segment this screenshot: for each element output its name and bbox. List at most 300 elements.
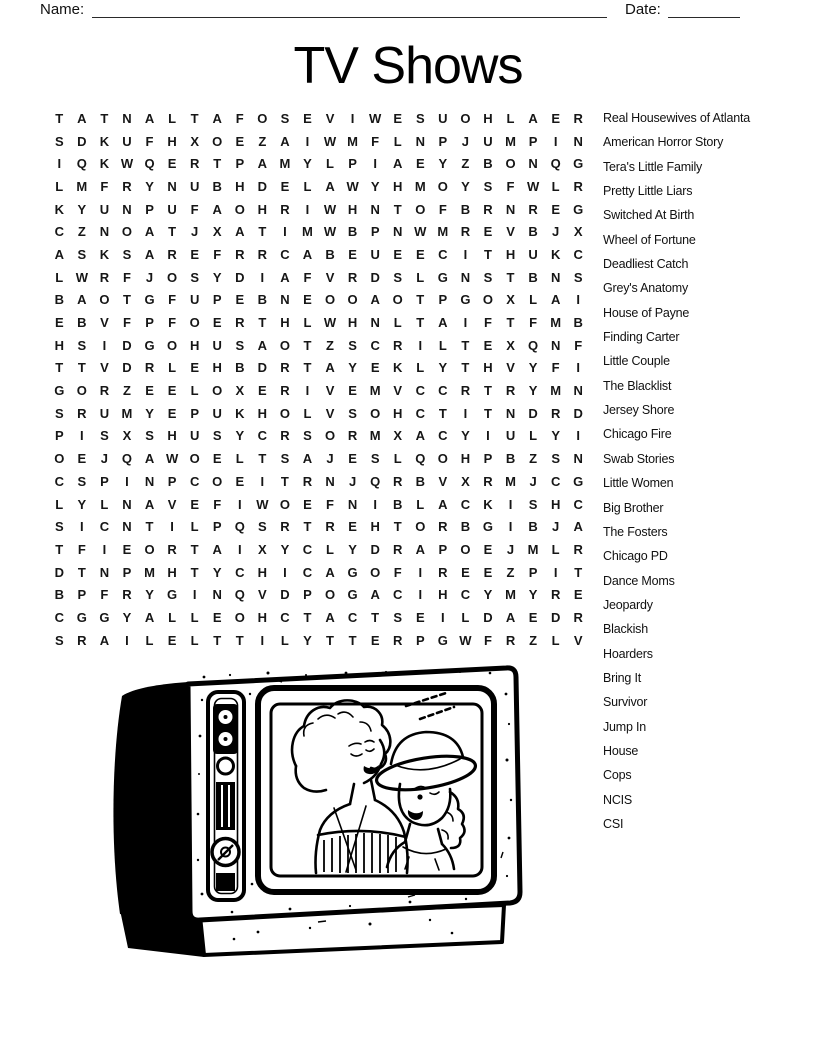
grid-letter: A — [325, 609, 335, 625]
grid-letter: S — [483, 178, 493, 194]
grid-letter: O — [415, 519, 426, 535]
grid-letter: H — [460, 451, 471, 467]
grid-letter: E — [235, 473, 245, 489]
grid-letter: O — [54, 451, 65, 467]
grid-letter: Y — [528, 383, 538, 399]
grid-letter: I — [80, 428, 84, 444]
grid-letter: C — [438, 246, 448, 262]
grid-letter: A — [144, 246, 155, 262]
grid-letter: O — [460, 110, 471, 126]
word-list-item: Survivor — [603, 695, 648, 710]
grid-letter: L — [55, 269, 64, 285]
grid-letter: X — [235, 383, 245, 399]
grid-letter: T — [258, 224, 267, 240]
grid-letter: I — [463, 405, 468, 421]
grid-letter: B — [460, 519, 471, 535]
grid-letter: R — [573, 609, 583, 625]
grid-letter: D — [257, 360, 268, 376]
grid-letter: V — [167, 496, 177, 512]
grid-letter: W — [323, 201, 337, 217]
grid-letter: Q — [550, 156, 561, 172]
word-list-item: Blackish — [603, 622, 648, 637]
grid-letter: O — [482, 292, 494, 308]
grid-letter: R — [460, 383, 471, 399]
grid-letter: W — [323, 315, 337, 331]
grid-letter: J — [191, 224, 199, 240]
grid-letter: S — [122, 246, 132, 262]
grid-letter: R — [483, 201, 493, 217]
grid-letter: V — [325, 405, 335, 421]
grid-letter: G — [54, 383, 65, 399]
grid-letter: R — [302, 473, 313, 489]
grid-letter: N — [122, 110, 132, 126]
grid-letter: R — [483, 473, 493, 489]
grid-letter: M — [550, 315, 562, 331]
grid-letter: D — [54, 564, 64, 580]
grid-letter: P — [212, 292, 222, 308]
grid-letter: M — [369, 383, 381, 399]
grid-letter: N — [505, 201, 516, 217]
grid-letter: L — [529, 292, 538, 308]
grid-letter: N — [144, 473, 155, 489]
grid-letter: Y — [77, 496, 87, 512]
grid-letter: A — [415, 541, 425, 557]
grid-letter: I — [125, 632, 129, 648]
grid-letter: S — [528, 496, 538, 512]
grid-letter: R — [235, 315, 245, 331]
grid-letter: A — [144, 224, 155, 240]
grid-letter: O — [257, 110, 268, 126]
grid-letter: B — [54, 587, 64, 603]
grid-letter: R — [528, 201, 538, 217]
grid-letter: F — [190, 201, 199, 217]
grid-letter: Z — [122, 383, 131, 399]
grid-letter: M — [505, 587, 516, 603]
grid-letter: B — [483, 156, 493, 172]
grid-letter: T — [483, 383, 492, 399]
grid-letter: V — [325, 383, 335, 399]
grid-letter: G — [144, 337, 155, 353]
grid-letter: W — [346, 178, 359, 194]
grid-letter: H — [257, 564, 268, 580]
grid-letter: T — [168, 224, 177, 240]
grid-letter: M — [279, 156, 291, 172]
grid-letter: M — [369, 428, 381, 444]
grid-letter: A — [99, 632, 110, 648]
grid-letter: T — [235, 632, 244, 648]
grid-letter: V — [100, 315, 109, 331]
grid-letter: U — [370, 246, 380, 262]
grid-letter: F — [100, 587, 109, 603]
grid-letter: M — [302, 224, 313, 240]
grid-letter: T — [258, 315, 267, 331]
grid-letter: A — [144, 609, 155, 625]
grid-letter: N — [393, 224, 403, 240]
grid-letter: R — [144, 360, 155, 376]
grid-letter: J — [552, 224, 560, 240]
grid-letter: F — [235, 110, 244, 126]
grid-letter: D — [280, 587, 290, 603]
grid-letter: J — [326, 451, 334, 467]
grid-letter: L — [326, 541, 334, 557]
grid-letter: T — [213, 632, 222, 648]
grid-letter: O — [212, 133, 223, 149]
grid-letter: C — [460, 496, 471, 512]
grid-letter: G — [573, 473, 584, 489]
grid-letter: C — [573, 496, 583, 512]
grid-letter: L — [190, 519, 199, 535]
grid-letter: I — [486, 428, 490, 444]
grid-letter: N — [460, 269, 471, 285]
grid-letter: I — [418, 337, 423, 353]
grid-letter: B — [77, 315, 87, 331]
grid-letter: B — [573, 315, 583, 331]
grid-letter: B — [460, 201, 471, 217]
grid-letter: L — [190, 383, 199, 399]
grid-letter: Y — [145, 587, 154, 603]
grid-letter: T — [77, 564, 86, 580]
grid-letter: O — [370, 564, 381, 580]
tv-side-panel — [113, 682, 190, 928]
grid-letter: E — [235, 133, 245, 149]
grid-letter: O — [279, 405, 290, 421]
grid-letter: Y — [212, 269, 222, 285]
word-list-item: Deadliest Catch — [603, 257, 689, 272]
grid-letter: E — [258, 383, 267, 399]
grid-letter: H — [438, 587, 448, 603]
grid-letter: K — [393, 360, 403, 376]
grid-letter: L — [461, 609, 470, 625]
grid-letter: A — [325, 178, 335, 194]
grid-letter: I — [57, 156, 62, 172]
grid-letter: M — [437, 224, 449, 240]
grid-letter: A — [77, 110, 87, 126]
grid-letter: T — [506, 315, 515, 331]
grid-letter: Y — [348, 360, 357, 376]
grid-letter: S — [348, 337, 357, 353]
grid-letter: T — [258, 451, 267, 467]
grid-letter: L — [55, 496, 64, 512]
grid-letter: A — [212, 201, 222, 217]
grid-letter: E — [528, 609, 538, 625]
grid-letter: T — [393, 519, 402, 535]
grid-letter: D — [122, 337, 132, 353]
grid-letter: C — [189, 473, 200, 489]
grid-letter: E — [212, 451, 222, 467]
grid-letter: G — [347, 564, 358, 580]
grid-letter: R — [122, 587, 132, 603]
grid-letter: O — [121, 224, 133, 240]
grid-letter: E — [303, 292, 312, 308]
word-list-item: House of Payne — [603, 305, 690, 320]
grid-letter: V — [393, 383, 403, 399]
grid-letter: O — [189, 315, 200, 331]
grid-letter: P — [528, 564, 538, 580]
grid-letter: O — [505, 156, 516, 172]
grid-letter: H — [550, 496, 561, 512]
grid-letter: A — [505, 609, 516, 625]
grid-letter: R — [280, 383, 290, 399]
grid-letter: P — [370, 224, 380, 240]
grid-letter: H — [167, 133, 177, 149]
grid-letter: S — [77, 473, 87, 489]
grid-letter: R — [505, 383, 516, 399]
grid-letter: P — [438, 292, 448, 308]
grid-letter: H — [257, 609, 268, 625]
grid-letter: P — [122, 564, 132, 580]
grid-letter: O — [460, 541, 471, 557]
grid-letter: E — [348, 246, 357, 262]
word-list-item: Jersey Shore — [603, 403, 675, 418]
word-list-item: CSI — [603, 816, 624, 831]
grid-letter: S — [212, 428, 222, 444]
grid-letter: O — [234, 609, 245, 625]
grid-letter: R — [550, 587, 561, 603]
grid-letter: T — [483, 246, 492, 262]
grid-letter: E — [54, 315, 64, 331]
grid-letter: J — [145, 269, 154, 285]
grid-letter: M — [144, 564, 155, 580]
grid-letter: X — [258, 541, 267, 557]
grid-letter: O — [347, 292, 358, 308]
grid-letter: B — [415, 473, 425, 489]
grid-letter: B — [528, 269, 538, 285]
grid-letter: G — [437, 269, 448, 285]
grid-letter: V — [325, 110, 335, 126]
grid-letter: H — [370, 519, 380, 535]
grid-letter: O — [76, 383, 87, 399]
grid-letter: R — [325, 519, 335, 535]
grid-letter: Y — [212, 564, 222, 580]
grid-letter: J — [552, 519, 560, 535]
grid-letter: C — [54, 609, 64, 625]
grid-letter: N — [280, 292, 290, 308]
grid-letter: Y — [145, 405, 154, 421]
grid-letter: C — [415, 405, 425, 421]
grid-letter: P — [145, 201, 154, 217]
grid-letter: V — [506, 224, 515, 240]
grid-letter: E — [415, 156, 425, 172]
grid-letter: E — [167, 156, 177, 172]
grid-letter: H — [212, 360, 222, 376]
grid-letter: T — [416, 315, 425, 331]
word-list-item: Little Women — [603, 476, 674, 491]
grid-letter: I — [441, 609, 445, 625]
grid-letter: H — [280, 315, 290, 331]
grid-letter: A — [438, 496, 448, 512]
grid-letter: I — [576, 428, 581, 444]
grid-letter: G — [99, 609, 110, 625]
grid-letter: R — [167, 541, 177, 557]
grid-letter: Z — [529, 632, 538, 648]
grid-letter: I — [305, 133, 310, 149]
grid-letter: F — [438, 201, 447, 217]
grid-letter: J — [348, 473, 357, 489]
grid-letter: O — [324, 587, 336, 603]
grid-letter: X — [393, 428, 403, 444]
grid-letter: Q — [528, 337, 539, 353]
grid-letter: T — [483, 405, 492, 421]
grid-letter: L — [235, 451, 244, 467]
grid-letter: A — [144, 451, 155, 467]
grid-letter: M — [550, 383, 562, 399]
grid-letter: R — [393, 473, 403, 489]
grid-letter: R — [257, 246, 268, 262]
grid-letter: A — [257, 337, 268, 353]
grid-letter: O — [370, 405, 381, 421]
grid-letter: R — [280, 201, 290, 217]
grid-letter: P — [235, 156, 245, 172]
word-list-item: Tera's Little Family — [603, 159, 703, 174]
grid-letter: E — [167, 405, 177, 421]
grid-letter: N — [122, 496, 132, 512]
grid-letter: C — [302, 564, 313, 580]
grid-letter: N — [99, 224, 110, 240]
grid-letter: E — [348, 519, 357, 535]
grid-letter: M — [121, 405, 133, 421]
grid-letter: K — [235, 405, 245, 421]
grid-letter: Q — [234, 587, 245, 603]
grid-letter: Y — [370, 178, 380, 194]
tv-illustration-svg — [108, 662, 526, 960]
grid-letter: P — [438, 133, 448, 149]
grid-letter: R — [438, 564, 448, 580]
grid-letter: E — [122, 541, 132, 557]
grid-letter: H — [347, 315, 358, 331]
grid-letter: S — [573, 269, 583, 285]
grid-letter: W — [526, 178, 540, 194]
grid-letter: B — [235, 360, 245, 376]
grid-letter: N — [550, 337, 561, 353]
grid-letter: I — [350, 110, 355, 126]
grid-letter: I — [260, 632, 265, 648]
date-line — [668, 17, 740, 18]
grid-letter: O — [279, 496, 290, 512]
grid-letter: L — [416, 269, 425, 285]
grid-letter: V — [258, 587, 267, 603]
grid-letter: C — [280, 609, 290, 625]
grid-letter: S — [54, 133, 64, 149]
grid-letter: Y — [461, 178, 470, 194]
grid-letter: H — [189, 337, 200, 353]
grid-letter: R — [280, 428, 290, 444]
grid-letter: A — [144, 110, 155, 126]
grid-letter: H — [505, 246, 516, 262]
grid-letter: Q — [234, 519, 245, 535]
grid-letter: A — [54, 246, 64, 262]
grid-letter: I — [508, 519, 513, 535]
grid-letter: O — [415, 201, 426, 217]
grid-letter: A — [235, 224, 245, 240]
grid-letter: R — [189, 156, 200, 172]
grid-letter: R — [573, 541, 583, 557]
grid-letter: D — [370, 269, 380, 285]
word-list-item: Swab Stories — [603, 451, 675, 466]
grid-letter: R — [393, 337, 403, 353]
grid-letter: S — [393, 269, 403, 285]
grid-letter: T — [55, 110, 64, 126]
grid-letter: X — [461, 473, 470, 489]
grid-letter: P — [167, 473, 177, 489]
grid-letter: I — [192, 587, 197, 603]
grid-letter: T — [77, 360, 86, 376]
grid-letter: A — [302, 451, 313, 467]
grid-letter: E — [551, 110, 560, 126]
grid-letter: D — [77, 133, 87, 149]
grid-letter: W — [165, 451, 179, 467]
grid-letter: A — [325, 564, 335, 580]
grid-letter: S — [54, 632, 64, 648]
grid-letter: T — [574, 564, 583, 580]
grid-letter: U — [122, 133, 132, 149]
grid-letter: J — [100, 451, 109, 467]
grid-letter: Q — [415, 451, 426, 467]
grid-letter: X — [506, 337, 515, 353]
grid-letter: N — [167, 178, 177, 194]
grid-letter: P — [483, 451, 493, 467]
grid-letter: W — [414, 224, 427, 240]
grid-letter: A — [550, 292, 561, 308]
grid-letter: L — [416, 360, 425, 376]
grid-letter: T — [461, 360, 470, 376]
grid-letter: R — [280, 519, 290, 535]
grid-letter: E — [348, 451, 357, 467]
grid-letter: V — [325, 269, 335, 285]
grid-letter: O — [437, 178, 448, 194]
grid-letter: C — [99, 519, 110, 535]
grid-letter: F — [551, 360, 560, 376]
word-list-item: Big Brother — [603, 500, 664, 515]
grid-letter: L — [303, 405, 312, 421]
grid-letter: C — [550, 473, 561, 489]
grid-letter: H — [393, 178, 403, 194]
grid-letter: E — [212, 315, 222, 331]
grid-letter: T — [190, 541, 199, 557]
grid-letter: E — [461, 564, 470, 580]
grid-letter: T — [280, 473, 289, 489]
grid-letter: D — [257, 178, 268, 194]
grid-letter: I — [373, 496, 377, 512]
grid-letter: Y — [461, 428, 470, 444]
grid-letter: S — [348, 405, 357, 421]
grid-letter: I — [463, 315, 468, 331]
date-label: Date: — [625, 1, 661, 18]
grid-letter: U — [189, 428, 200, 444]
grid-letter: I — [80, 519, 84, 535]
grid-letter: P — [415, 632, 425, 648]
grid-letter: N — [325, 473, 335, 489]
grid-letter: N — [212, 587, 222, 603]
grid-letter: K — [99, 156, 110, 172]
grid-letter: M — [505, 133, 516, 149]
grid-letter: N — [505, 405, 516, 421]
grid-letter: S — [77, 337, 87, 353]
grid-letter: V — [506, 360, 515, 376]
grid-letter: D — [528, 405, 538, 421]
word-list — [603, 106, 808, 836]
grid-letter: D — [483, 609, 493, 625]
grid-letter: Y — [303, 632, 312, 648]
grid-letter: D — [550, 609, 561, 625]
grid-letter: S — [190, 269, 199, 285]
grid-letter: P — [212, 519, 222, 535]
grid-letter: A — [370, 587, 380, 603]
grid-letter: S — [145, 428, 154, 444]
grid-letter: I — [576, 360, 581, 376]
grid-letter: E — [190, 496, 199, 512]
grid-letter: A — [212, 541, 222, 557]
grid-letter: T — [461, 337, 470, 353]
